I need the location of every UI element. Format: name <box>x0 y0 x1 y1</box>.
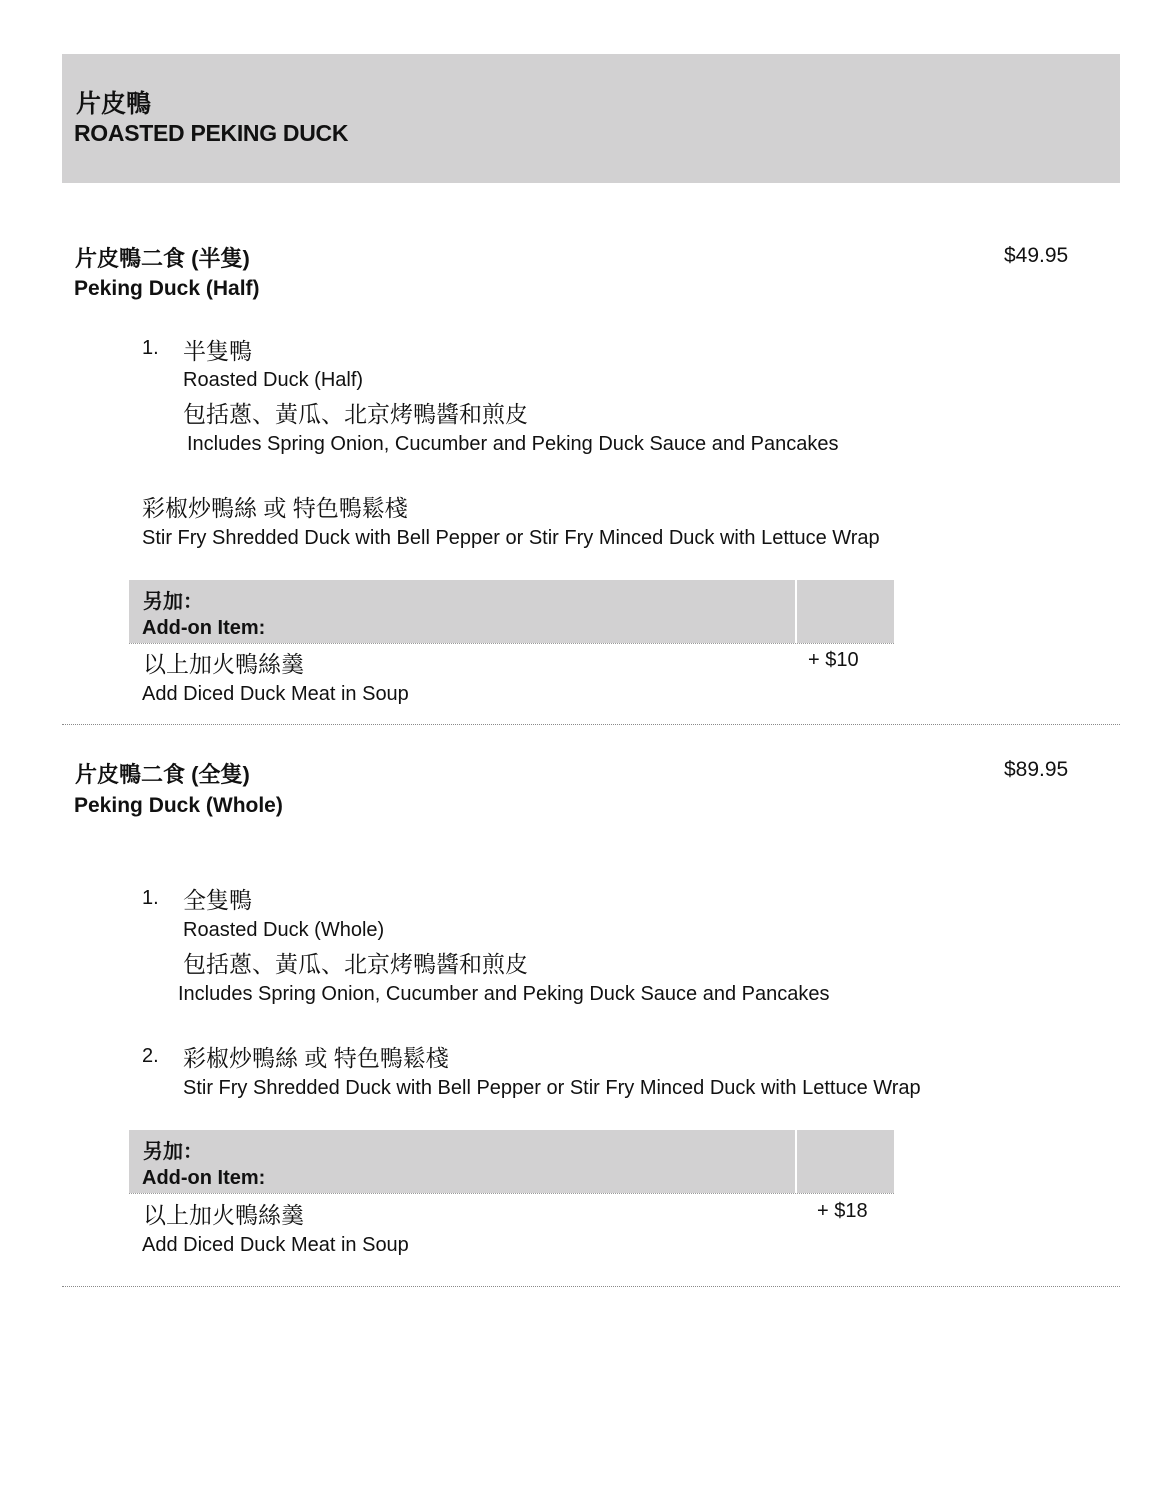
course-name-cn: 彩椒炒鴨絲 或 特色鴨鬆棧 <box>142 495 408 521</box>
addon-item-cn: 以上加火鴨絲羹 <box>143 1202 304 1228</box>
addon-item-cn: 以上加火鴨絲羹 <box>143 651 304 677</box>
addon-rule <box>129 643 894 644</box>
course-number: 1. <box>142 337 159 359</box>
course-number: 2. <box>142 1045 159 1067</box>
addon-header-cn: 另加： <box>143 1141 203 1163</box>
item-title-cn: 片皮鴨二食 (全隻) <box>75 762 250 787</box>
item-price: $89.95 <box>1004 758 1069 781</box>
addon-item-en: Add Diced Duck Meat in Soup <box>142 683 409 705</box>
section-title-en: ROASTED PEKING DUCK <box>74 120 349 146</box>
course-number: 1. <box>142 887 159 909</box>
course-name-en: Stir Fry Shredded Duck with Bell Pepper or Stir Fry Minced Duck with Lettuce Wrap <box>183 1077 921 1099</box>
course-name-en: Roasted Duck (Whole) <box>183 919 385 941</box>
section-header <box>62 54 1120 183</box>
course-name-cn: 半隻鴨 <box>183 338 252 364</box>
addon-header-cn: 另加： <box>143 591 203 613</box>
course-name-cn: 彩椒炒鴨絲 或 特色鴨鬆棧 <box>183 1045 449 1071</box>
course-name-en: Roasted Duck (Half) <box>183 369 364 391</box>
item-price: $49.95 <box>1004 244 1069 267</box>
section-title-cn: 片皮鴨 <box>76 90 152 118</box>
course-includes-cn: 包括蔥、黃瓜、北京烤鴨醬和煎皮 <box>183 951 528 977</box>
addon-column-separator <box>795 1130 797 1193</box>
item-title-cn: 片皮鴨二食 (半隻) <box>75 246 250 271</box>
addon-column-separator <box>795 580 797 643</box>
addon-price: + $18 <box>817 1200 868 1222</box>
addon-header-en: Add-on Item: <box>142 617 266 639</box>
addon-header-en: Add-on Item: <box>142 1167 266 1189</box>
item-divider <box>62 1286 1120 1287</box>
addon-rule <box>129 1193 894 1194</box>
item-divider <box>62 724 1120 725</box>
course-includes-en: Includes Spring Onion, Cucumber and Peking Duck Sauce and Pancakes <box>187 433 839 455</box>
course-name-cn: 全隻鴨 <box>183 887 252 913</box>
addon-price: + $10 <box>808 649 859 671</box>
item-title-en: Peking Duck (Whole) <box>74 794 283 817</box>
course-includes-cn: 包括蔥、黃瓜、北京烤鴨醬和煎皮 <box>183 401 528 427</box>
addon-item-en: Add Diced Duck Meat in Soup <box>142 1234 409 1256</box>
item-title-en: Peking Duck (Half) <box>74 277 260 300</box>
course-includes-en: Includes Spring Onion, Cucumber and Peking Duck Sauce and Pancakes <box>178 983 830 1005</box>
course-name-en: Stir Fry Shredded Duck with Bell Pepper or Stir Fry Minced Duck with Lettuce Wrap <box>142 527 880 549</box>
